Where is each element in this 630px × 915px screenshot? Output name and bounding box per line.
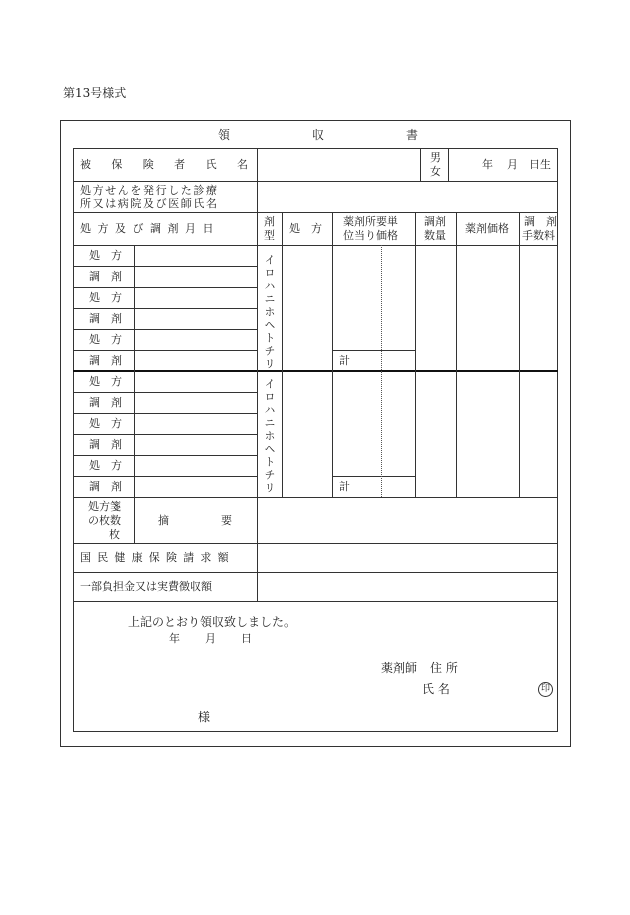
row-label: 処 方 [89, 459, 122, 472]
sheets-label-2: の枚数 [88, 514, 121, 527]
form-number: 第13号様式 [63, 86, 127, 100]
receipt-table [73, 148, 558, 732]
type-vertical-2: イロハニホヘトチリ [263, 378, 276, 495]
row-label: 調 剤 [89, 396, 122, 409]
row-label: 処 方 [89, 249, 122, 262]
receipt-day-label: 日 [241, 632, 252, 645]
copay-label: 一部負担金又は実費徴収額 [80, 580, 212, 593]
total-label-2: 計 [339, 480, 350, 493]
issuer-label-line1: 処方せんを発行した診療 [80, 184, 219, 197]
sheets-label-1: 処方箋 [88, 500, 121, 513]
title-char-2: 収 [312, 128, 325, 142]
row-label: 調 剤 [89, 354, 122, 367]
title-char-1: 領 [218, 128, 231, 142]
summary-label-1: 摘 [158, 514, 169, 527]
receipt-year-label: 年 [169, 632, 180, 645]
honorific-label: 様 [198, 710, 211, 724]
sheets-label-3: 枚 [109, 528, 120, 541]
unit-price-header-1: 薬剤所要単 [343, 215, 398, 228]
pharmacist-label: 薬剤師 [381, 661, 418, 675]
row-label: 調 剤 [89, 438, 122, 451]
birth-year-label: 年 [482, 158, 493, 171]
birth-day-label: 日生 [529, 158, 551, 171]
sex-male: 男 [430, 151, 441, 164]
insured-name-label: 被 保 険 者 氏 名 [80, 158, 248, 171]
row-label: 処 方 [89, 417, 122, 430]
issuer-label-line2: 所又は病院及び医師氏名 [80, 197, 219, 210]
row-label: 調 剤 [89, 480, 122, 493]
fee-header-2: 手数料 [522, 229, 555, 242]
name-label: 氏 名 [422, 682, 450, 696]
row-label: 処 方 [89, 375, 122, 388]
row-label: 調 剤 [89, 312, 122, 325]
row-label: 処 方 [89, 333, 122, 346]
receipt-month-label: 月 [205, 632, 216, 645]
drug-price-header: 薬剤価格 [465, 222, 509, 235]
total-label-1: 計 [339, 354, 350, 367]
receipt-statement: 上記のとおり領収致しました。 [128, 615, 297, 629]
document-title [60, 126, 571, 144]
fee-header-1: 調 剤 [524, 215, 557, 228]
date-column-header: 処方及び調剤月日 [80, 222, 220, 235]
title-char-3: 書 [406, 128, 419, 142]
row-label: 処 方 [89, 291, 122, 304]
summary-label-2: 要 [221, 514, 232, 527]
sex-female: 女 [430, 165, 441, 178]
qty-header-2: 数量 [424, 229, 446, 242]
qty-header-1: 調剤 [424, 215, 446, 228]
nhi-claim-label: 国民健康保険請求額 [80, 551, 235, 564]
row-label: 調 剤 [89, 270, 122, 283]
address-label: 住 所 [430, 661, 458, 675]
type-vertical-1: イロハニホヘトチリ [263, 254, 276, 371]
type-header-1: 剤 [264, 215, 275, 228]
seal-mark: 印 [538, 682, 553, 697]
rx-column-header: 処 方 [289, 222, 322, 235]
type-header-2: 型 [264, 229, 275, 242]
birth-month-label: 月 [507, 158, 518, 171]
unit-price-header-2: 位当り価格 [343, 229, 398, 242]
